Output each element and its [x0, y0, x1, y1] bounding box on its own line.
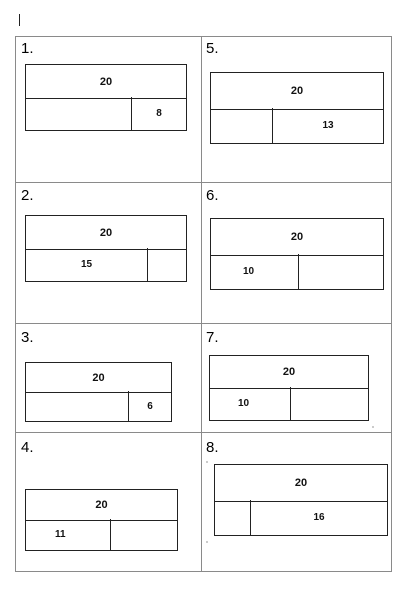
whole-cell: 20 — [26, 216, 186, 250]
part-cell-right — [291, 387, 368, 420]
scan-speck — [372, 426, 374, 428]
scan-speck — [206, 461, 208, 463]
bar-model-1 — [25, 64, 187, 131]
part-cell-left: 10 — [243, 266, 255, 277]
part-cell-right: 8 — [156, 108, 162, 119]
problem-number: 5. — [206, 40, 219, 57]
part-cell-right — [111, 519, 177, 550]
grid-column-divider — [201, 36, 202, 572]
problem-number: 8. — [206, 439, 219, 456]
grid-row-divider — [15, 182, 392, 183]
whole-cell: 20 — [210, 356, 368, 389]
problem-number: 4. — [21, 439, 34, 456]
part-cell-right: 16 — [313, 512, 325, 523]
part-cell-right — [148, 248, 186, 281]
whole-cell: 20 — [26, 65, 186, 99]
text-cursor — [19, 14, 20, 26]
bar-model-8 — [214, 464, 388, 536]
bar-model-5 — [210, 72, 384, 144]
whole-cell: 20 — [211, 73, 383, 110]
grid-row-divider — [15, 323, 392, 324]
bar-model-3 — [25, 362, 172, 422]
whole-cell: 20 — [215, 465, 387, 502]
problem-number: 1. — [21, 40, 34, 57]
bar-model-7 — [209, 355, 369, 421]
bar-model-4 — [25, 489, 178, 551]
part-cell-right — [299, 254, 383, 289]
part-cell-left: 10 — [238, 398, 250, 409]
scan-speck — [206, 541, 208, 543]
problem-number: 3. — [21, 329, 34, 346]
whole-cell: 20 — [26, 490, 177, 521]
whole-cell: 20 — [211, 219, 383, 256]
part-cell-right: 13 — [322, 120, 334, 131]
grid-row-divider — [15, 432, 392, 433]
bar-model-6 — [210, 218, 384, 290]
problem-number: 6. — [206, 187, 219, 204]
part-cell-left: 11 — [55, 529, 66, 540]
part-cell-left — [215, 500, 250, 535]
part-cell-left — [211, 108, 272, 143]
part-cell-right: 6 — [147, 400, 153, 412]
problem-number: 2. — [21, 187, 34, 204]
part-cell-left — [26, 97, 131, 130]
bar-model-2 — [25, 215, 187, 282]
whole-cell: 20 — [26, 363, 171, 393]
part-cell-left — [26, 391, 128, 421]
problem-number: 7. — [206, 329, 219, 346]
part-cell-left: 15 — [80, 259, 93, 270]
